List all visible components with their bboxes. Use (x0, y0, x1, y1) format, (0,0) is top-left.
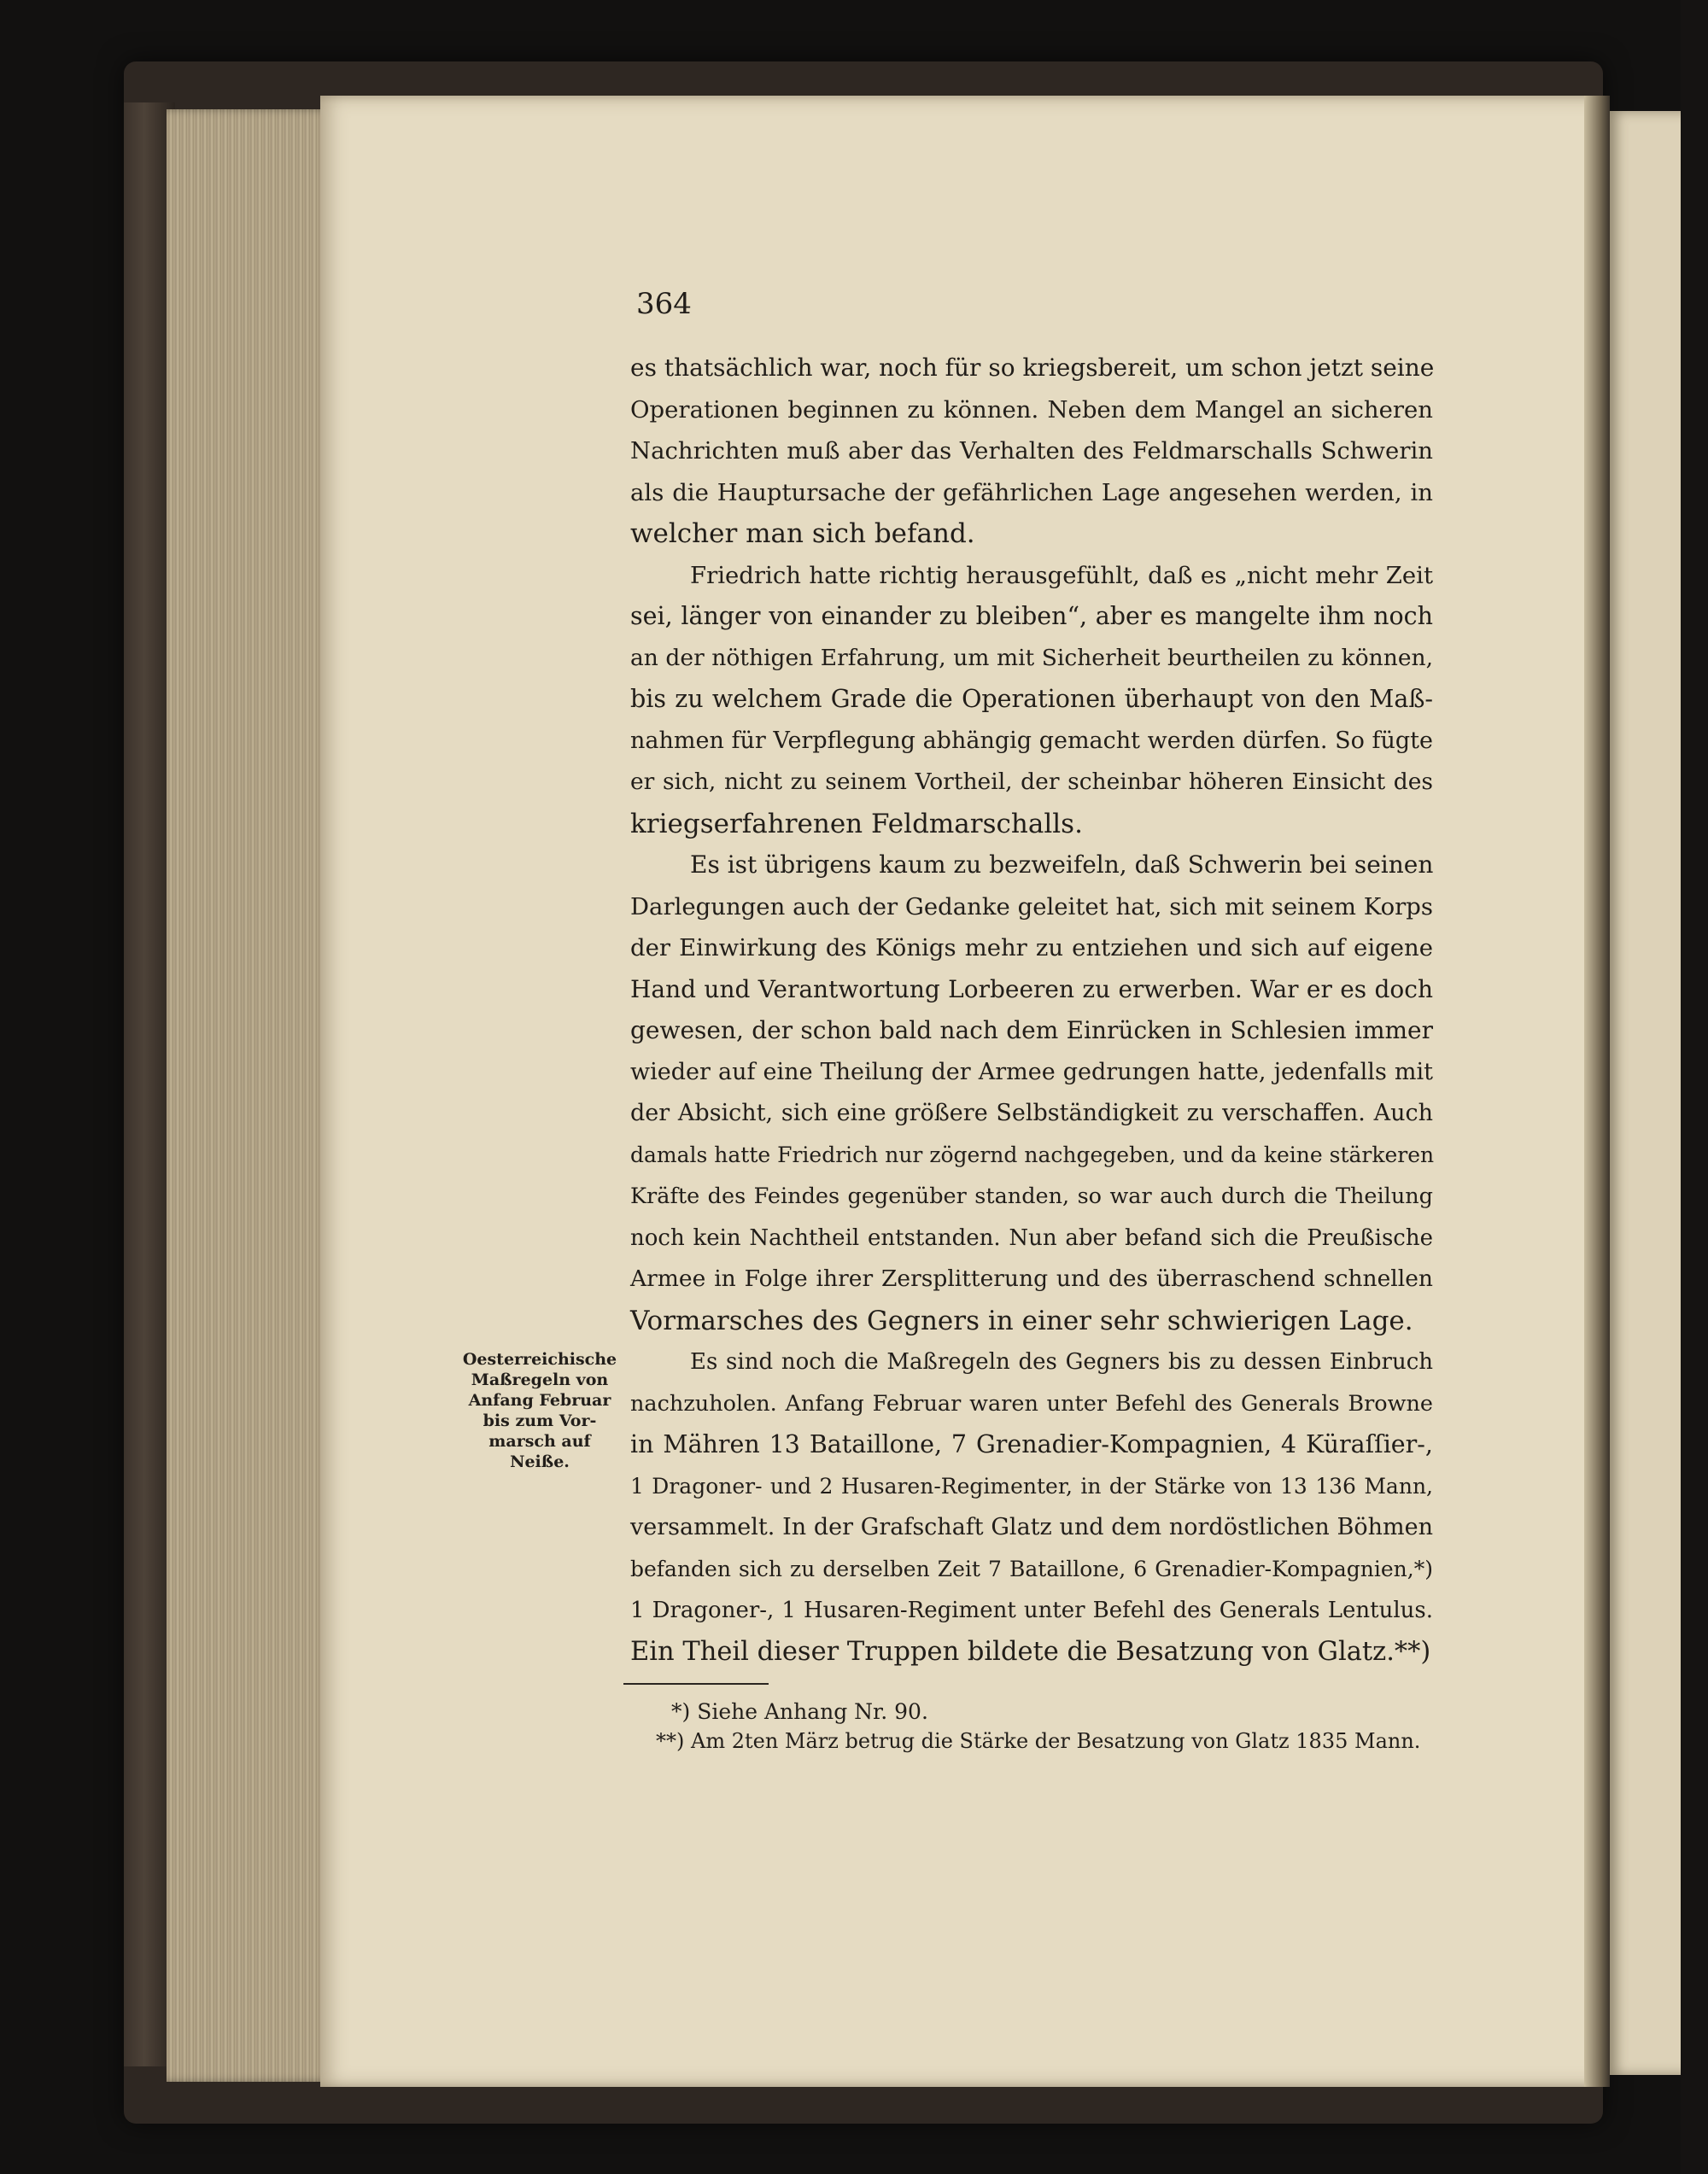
text-line: Armee in Folge ihrer Zersplitterung und des überraschend schnellen (630, 1265, 1433, 1292)
text-line: Ein Theil dieser Truppen bildete die Besatzung von Glatz.**) (630, 1637, 1431, 1667)
text-line: Kräfte des Feindes gegenüber standen, so war auch durch die Theilung (630, 1183, 1433, 1209)
margin-note-line: Oesterreichische (462, 1350, 617, 1369)
text-line: versammelt. In der Grafschaft Glatz und dem nordöstlichen Böhmen (630, 1514, 1433, 1540)
text-line: in Mähren 13 Bataillone, 7 Grenadier-Kompagnien, 4 Küraſſier-, (630, 1430, 1433, 1458)
text-line: an der nöthigen Erfahrung, um mit Sicherheit beurtheilen zu können, (630, 645, 1433, 671)
text-line: nachzuholen. Anfang Februar waren unter Befehl des Generals Browne (630, 1391, 1433, 1417)
text-line: noch kein Nachtheil entstanden. Nun aber befand sich die Preußische (630, 1225, 1433, 1251)
text-line: 1 Dragoner- und 2 Husaren-Regimenter, in der Stärke von 13 136 Mann, (630, 1474, 1433, 1499)
text-line: 1 Dragoner-, 1 Husaren-Regiment unter Befehl des Generals Lentulus. (630, 1598, 1433, 1623)
text-line: der Absicht, sich eine größere Selbständigkeit zu verschaffen. Auch (630, 1100, 1433, 1126)
margin-note (454, 1349, 625, 1472)
text-line: der Einwirkung des Königs mehr zu entziehen und sich auf eigene (630, 934, 1433, 961)
page-stack-edges (167, 109, 337, 2082)
text-line: Es sind noch die Maßregeln des Gegners bis zu dessen Einbruch (690, 1349, 1433, 1375)
text-line: damals hatte Friedrich nur zögernd nachgegeben, und da keine stärkeren (630, 1143, 1435, 1167)
text-line: Es ist übrigens kaum zu bezweifeln, daß Schwerin bei seinen (690, 850, 1434, 879)
text-line: es thatsächlich war, noch für so kriegsbereit, um schon jetzt seine (630, 354, 1435, 382)
text-line: sei, länger von einander zu bleiben“, aber es mangelte ihm noch (630, 602, 1433, 630)
margin-note-line: Neiße. (510, 1452, 570, 1471)
margin-note-line: marsch auf (488, 1432, 591, 1451)
text-line: Operationen beginnen zu können. Neben dem Mangel an sicheren (630, 396, 1433, 424)
text-line: gewesen, der schon bald nach dem Einrücken in Schlesien immer (630, 1016, 1433, 1044)
text-line: kriegserfahrenen Feldmarschalls. (630, 809, 1083, 839)
book-gutter (1584, 96, 1610, 2087)
footnote: *) Siehe Anhang Nr. 90. (671, 1699, 928, 1724)
text-line: Hand und Verantwortung Lorbeeren zu erwerben. War er es doch (630, 975, 1433, 1003)
text-line: nahmen für Verpflegung abhängig gemacht werden dürfen. So fügte (630, 728, 1433, 754)
page-number: 364 (636, 287, 692, 321)
text-line: bis zu welchem Grade die Operationen überhaupt von den Maß- (630, 685, 1433, 713)
text-line: als die Hauptursache der gefährlichen Lage angesehen werden, in (630, 479, 1433, 506)
text-line: welcher man sich befand. (630, 518, 975, 549)
margin-note-line: Maßregeln von (471, 1370, 609, 1389)
footnote-rule (623, 1683, 769, 1685)
text-line: Nachrichten muß aber das Verhalten des Feldmarschalls Schwerin (630, 437, 1433, 465)
margin-note-line: bis zum Vor- (483, 1411, 597, 1430)
text-line: Vormarsches des Gegners in einer sehr schwierigen Lage. (630, 1306, 1413, 1336)
text-line: befanden sich zu derselben Zeit 7 Bataillone, 6 Grenadier-Kompagnien,*) (630, 1557, 1433, 1581)
footnote: **) Am 2ten März betrug die Stärke der Besatzung von Glatz 1835 Mann. (656, 1729, 1421, 1753)
margin-note-line: Anfang Februar (468, 1391, 611, 1410)
text-line: Darlegungen auch der Gedanke geleitet hat, sich mit seinem Korps (630, 893, 1433, 920)
text-line: wieder auf eine Theilung der Armee gedrungen hatte, jedenfalls mit (630, 1059, 1433, 1085)
scan-edge (1681, 0, 1708, 2174)
text-line: Friedrich hatte richtig herausgefühlt, daß es „nicht mehr Zeit (690, 562, 1433, 589)
text-line: er sich, nicht zu seinem Vortheil, der scheinbar höheren Einsicht des (630, 768, 1433, 795)
